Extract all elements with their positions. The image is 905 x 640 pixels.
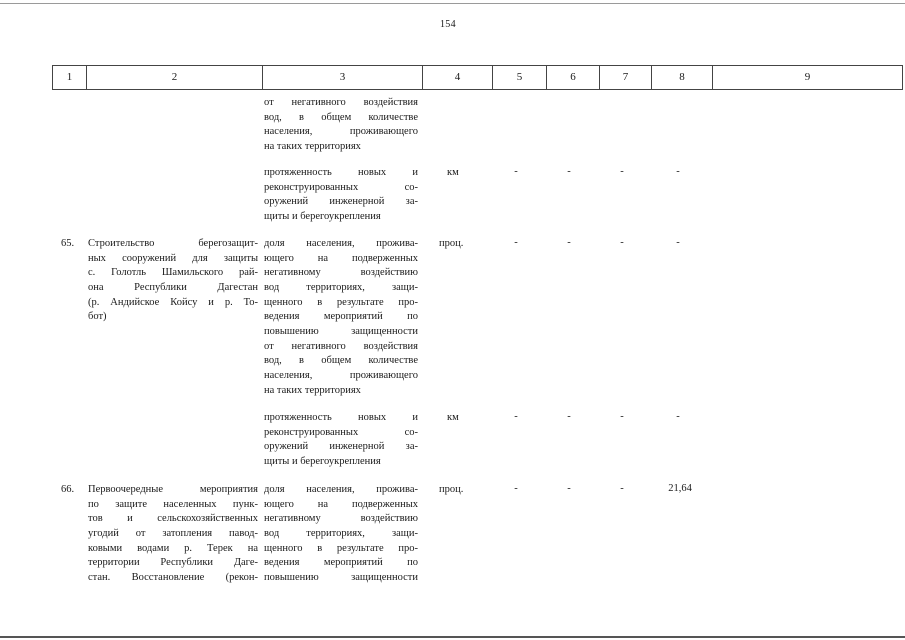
value-cell: - — [567, 166, 571, 177]
column-header: 6 — [570, 71, 576, 83]
column-header: 2 — [171, 71, 178, 83]
indicator-text: протяженность новых и реконструированных со- оружений инженерной за- щиты и берегоукрепления — [264, 412, 418, 467]
column-header: 9 — [804, 71, 811, 83]
indicator-text: протяженность новых и реконструированных со- оружений инженерной за- щиты и берегоукрепления — [264, 167, 418, 222]
column-header: 1 — [66, 71, 73, 83]
column-header: 7 — [622, 71, 629, 83]
value-cell: - — [567, 411, 571, 422]
value-cell: - — [514, 166, 518, 177]
unit-cell: км — [447, 412, 459, 423]
value-cell: - — [514, 237, 518, 248]
column-header: 5 — [516, 71, 523, 83]
row-number: 66. — [61, 484, 75, 495]
value-cell: - — [676, 166, 680, 177]
column-header: 3 — [339, 71, 346, 83]
value-cell: - — [620, 166, 624, 177]
scan-top-edge — [0, 3, 905, 4]
indicator-text: доля населения, прожива- ющего на подверженных негативному воздействию вод территориях, защи- щенного в результате про- ведения мероприятий по повышению защищенности от негативного воздействия вод, в общем количестве населения, проживающего на таких территориях — [264, 238, 418, 396]
value-cell: - — [676, 411, 680, 422]
value-cell: - — [620, 483, 624, 494]
value-cell: - — [514, 411, 518, 422]
indicator-text: доля населения, прожива- ющего на подверженных негативному воздействию вод территориях, защи- щенного в результате про- ведения мероприятий по повышению защищенности — [264, 484, 418, 583]
value-cell: - — [676, 237, 680, 248]
event-text: Строительство берегозащит- ных сооружений для защиты с. Голотль Шамильского рай- она Республики Дагестан (р. Андийское Койсу и р. То- бот) — [88, 238, 258, 323]
value-cell: 21,64 — [668, 483, 692, 494]
unit-cell: проц. — [439, 238, 464, 249]
column-header: 4 — [454, 71, 461, 83]
event-text: Первоочередные мероприятия по защите населенных пунк- тов и сельскохозяйственных угодий от затопления павод- ковыми водами р. Терек на территории Республики Даге- стан. Восстановление (рекон- — [88, 484, 258, 583]
value-cell: - — [620, 411, 624, 422]
column-header: 8 — [679, 71, 685, 83]
value-cell: - — [514, 483, 518, 494]
page-number: 154 — [440, 19, 456, 30]
unit-cell: км — [447, 167, 459, 178]
table-header-row — [52, 65, 903, 90]
scan-bottom-edge — [0, 636, 905, 638]
indicator-text: от негативного воздействия вод, в общем количестве населения, проживающего на таких территориях — [264, 97, 418, 152]
row-number: 65. — [61, 238, 75, 249]
unit-cell: проц. — [439, 484, 464, 495]
value-cell: - — [567, 237, 571, 248]
value-cell: - — [620, 237, 624, 248]
value-cell: - — [567, 483, 571, 494]
